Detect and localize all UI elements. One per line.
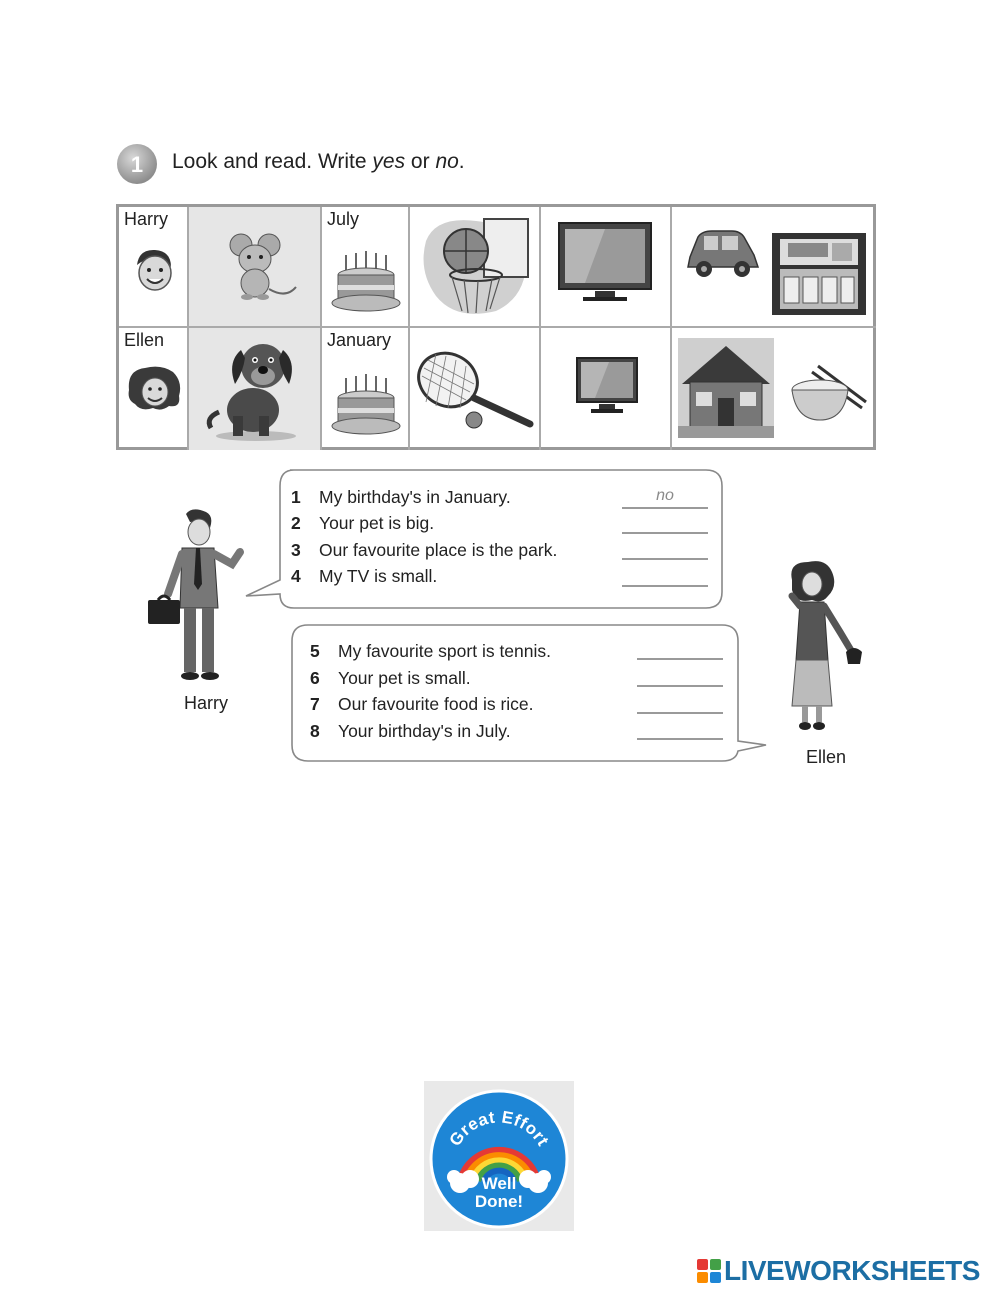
birthday-cake-icon — [330, 247, 402, 317]
answer-field-6[interactable] — [637, 663, 723, 687]
dog-icon — [201, 332, 311, 444]
picture-grid — [116, 204, 876, 450]
badge-line-1: Great Effort — [445, 1107, 553, 1150]
answer-field-2[interactable] — [622, 510, 708, 534]
cell-car-cinema — [672, 207, 876, 328]
month-label-january: January — [327, 330, 392, 350]
person-label-ellen: Ellen — [124, 330, 165, 350]
cell-harry — [119, 207, 189, 328]
cell-tennis — [410, 328, 541, 450]
exercise-instruction: Look and read. Write yes or no. — [172, 150, 465, 173]
cell-basketball — [410, 207, 541, 328]
cell-big-tv — [541, 207, 672, 328]
car-icon — [682, 223, 762, 283]
cell-house-rice — [672, 328, 876, 450]
character-name-harry: Harry — [184, 693, 228, 713]
exercise-number-badge — [116, 143, 158, 185]
footer-logo[interactable] — [697, 1255, 980, 1287]
badge-line-3: Done! — [474, 1192, 524, 1211]
answer-field-5[interactable] — [637, 636, 723, 660]
month-label-july: July — [327, 209, 360, 229]
question-3: 3 Our favourite place is the park. — [291, 540, 558, 560]
question-8: 8 Your birthday's in July. — [310, 721, 511, 741]
answer-field-8[interactable] — [637, 716, 723, 740]
cell-july — [322, 207, 410, 328]
reward-badge-graphic — [424, 1081, 574, 1231]
cinema-icon — [772, 233, 866, 315]
person-label-harry: Harry — [124, 209, 168, 229]
character-name-ellen: Ellen — [806, 747, 847, 767]
mouse-icon — [211, 227, 301, 307]
big-tv-icon — [555, 221, 655, 305]
answer-field-4[interactable] — [622, 563, 708, 587]
question-1: 1 My birthday's in January. — [291, 487, 511, 507]
harry-figure — [144, 508, 250, 688]
small-tv-icon — [575, 356, 639, 418]
rice-bowl-icon — [788, 362, 868, 426]
question-7: 7 Our favourite food is rice. — [310, 694, 534, 714]
basketball-hoop-icon — [416, 211, 536, 323]
question-4: 4 My TV is small. — [291, 566, 438, 586]
cell-dog — [189, 328, 322, 450]
question-6: 6 Your pet is small. — [310, 668, 471, 688]
answer-field-7[interactable] — [637, 690, 723, 714]
tennis-racket-icon — [414, 348, 538, 432]
cell-small-tv — [541, 328, 672, 450]
answer-field-1[interactable]: no — [622, 485, 708, 509]
question-2: 2 Your pet is big. — [291, 513, 435, 533]
birthday-cake-icon — [330, 370, 402, 440]
ellen-face-icon — [125, 364, 183, 414]
brand-name: LIVEWORKSHEETS — [724, 1255, 980, 1286]
cell-january — [322, 328, 410, 450]
cell-mouse — [189, 207, 322, 328]
answer-field-3[interactable] — [622, 536, 708, 560]
harry-face-icon — [129, 245, 179, 295]
question-5: 5 My favourite sport is tennis. — [310, 641, 551, 661]
house-icon — [678, 338, 774, 438]
reward-badge — [424, 1081, 574, 1231]
exercise-number: 1 — [130, 152, 144, 177]
cell-ellen — [119, 328, 189, 450]
ellen-figure — [782, 560, 866, 736]
liveworksheets-mark-icon — [697, 1259, 721, 1283]
badge-line-2: Well — [481, 1174, 517, 1193]
